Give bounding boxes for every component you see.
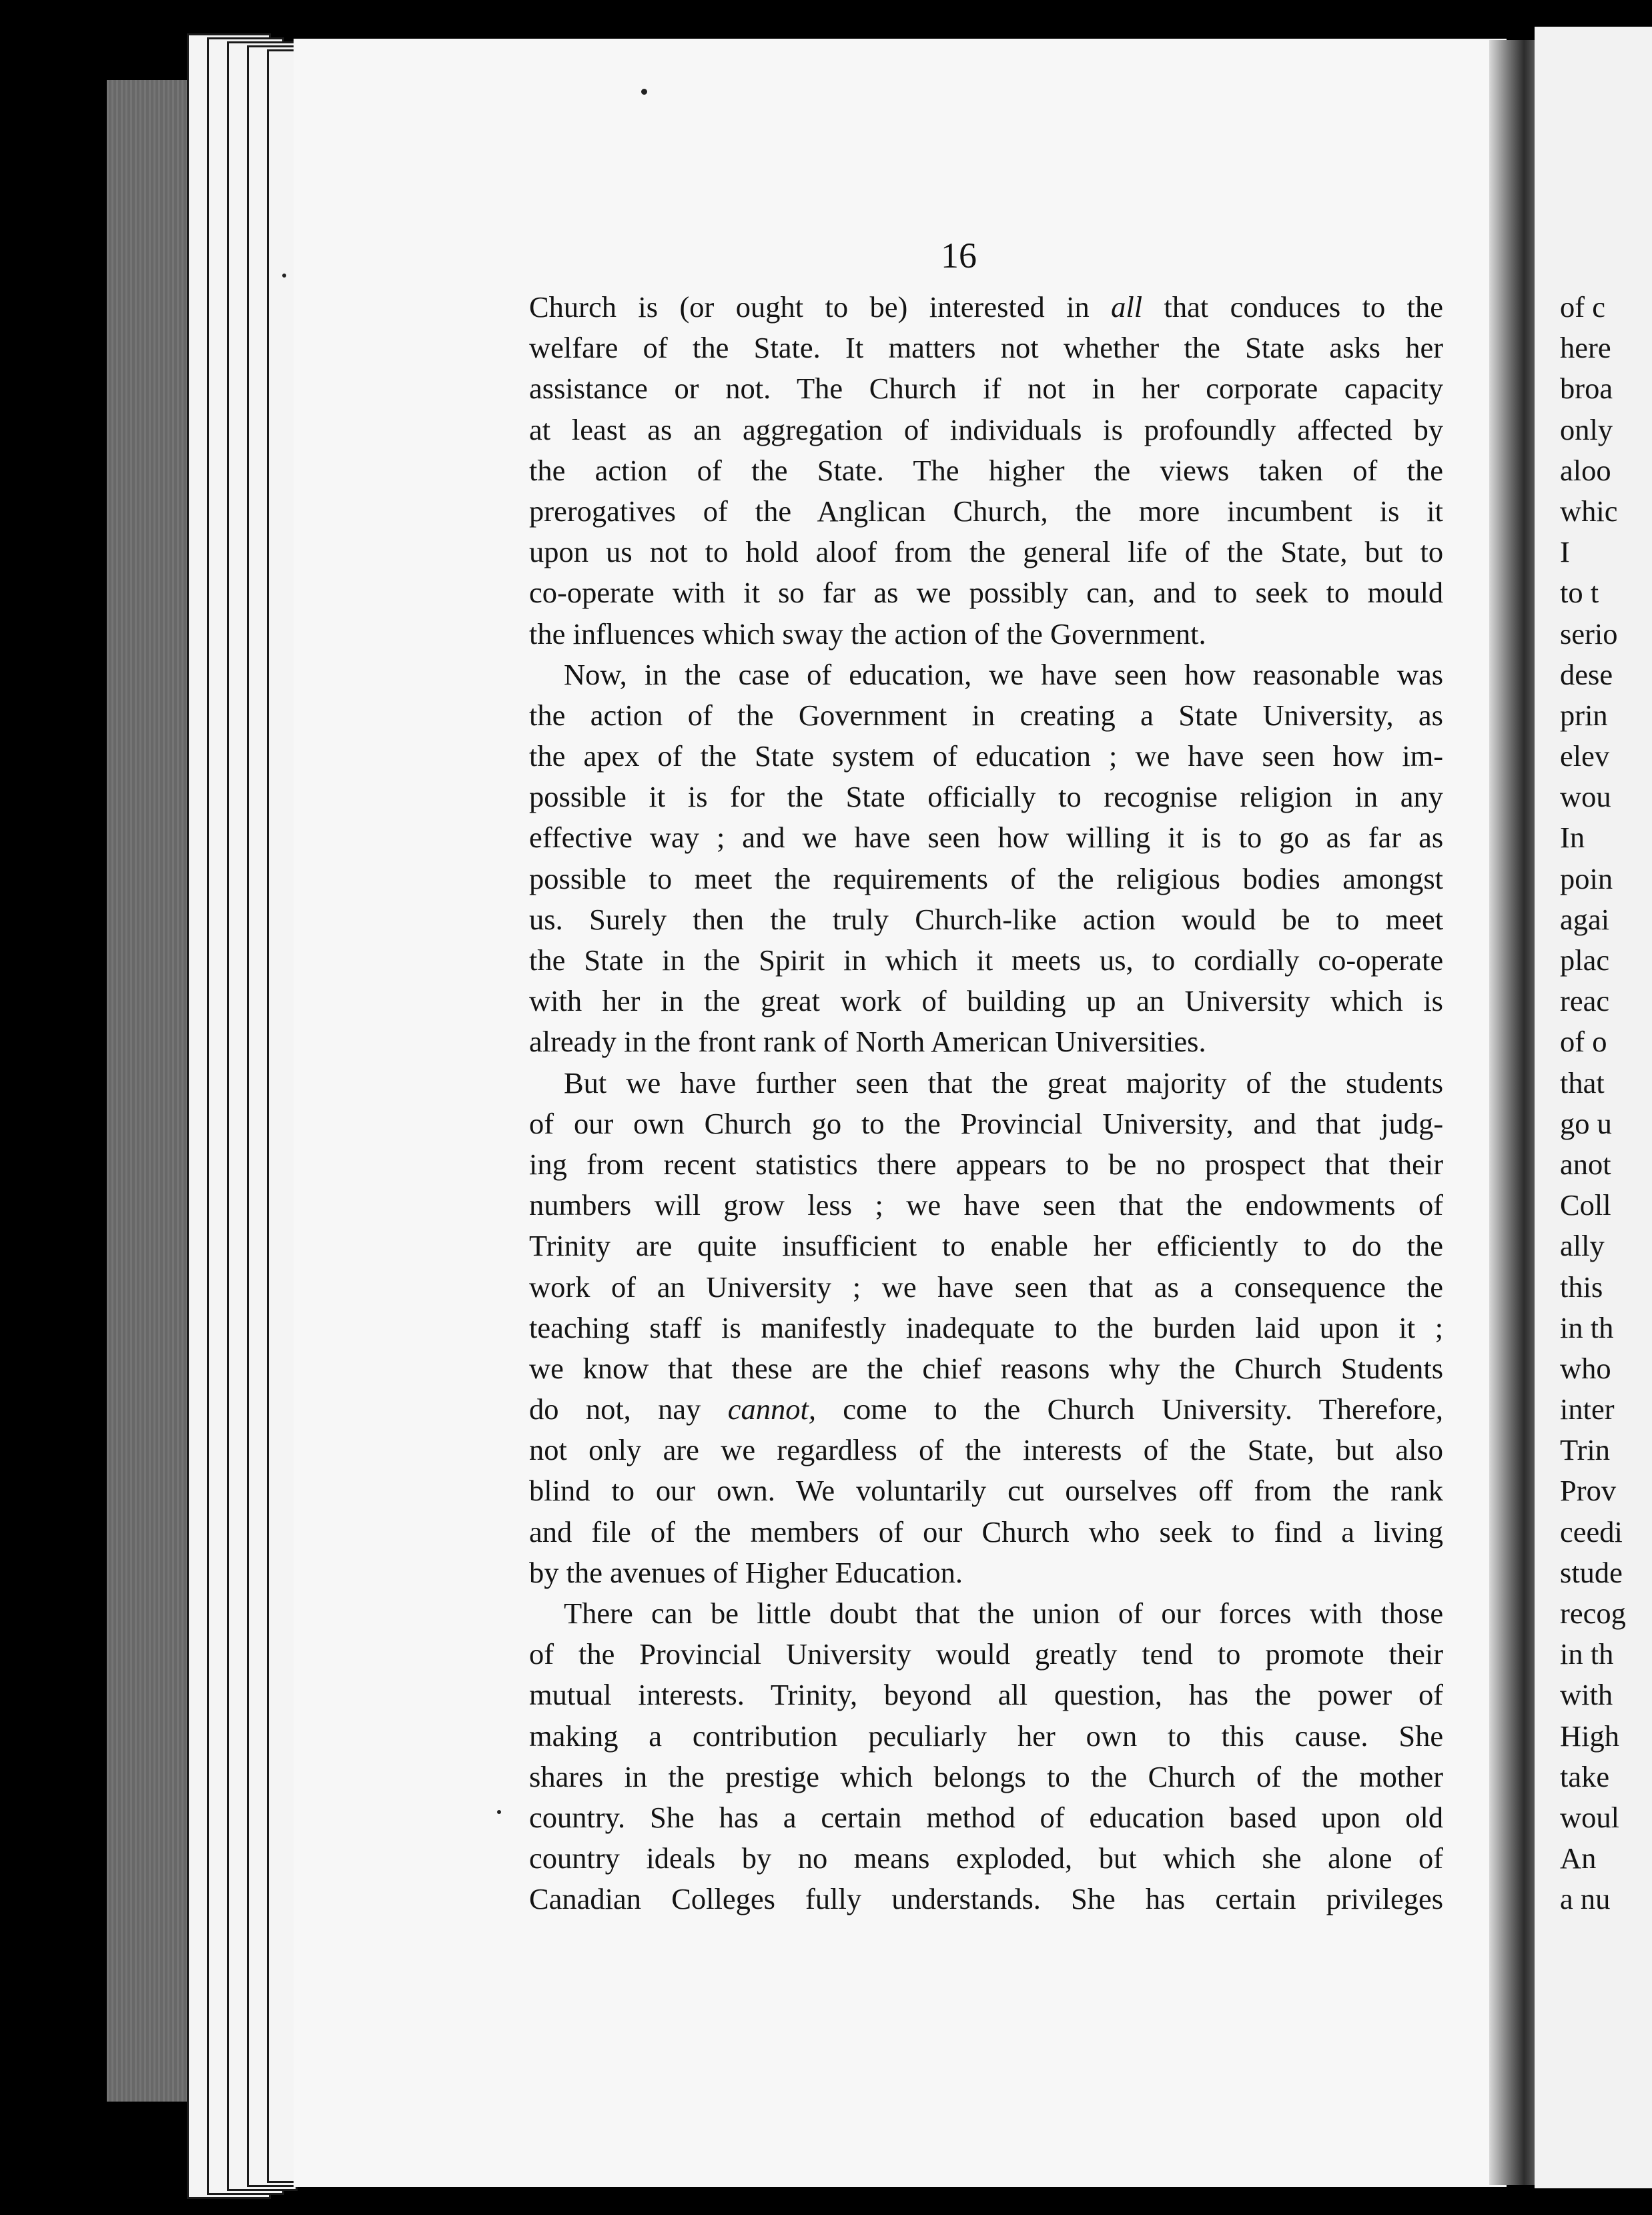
book-gutter bbox=[1489, 40, 1536, 2185]
text-line: welfare of the State. It matters not whether the State asks her bbox=[529, 331, 1443, 365]
facing-page-fragment: ceedi bbox=[1560, 1514, 1623, 1548]
text-line: already in the front rank of North American Universities. bbox=[529, 1025, 1206, 1059]
text-line: Trinity are quite insufficient to enable her efficiently to do the bbox=[529, 1229, 1443, 1263]
facing-page-fragment: in th bbox=[1560, 1637, 1614, 1671]
dust-speck bbox=[497, 1810, 501, 1814]
facing-page-fragment: here bbox=[1560, 331, 1611, 365]
facing-page-fragment: that bbox=[1560, 1065, 1605, 1099]
text-line: mutual interests. Trinity, beyond all question, has the power of bbox=[529, 1678, 1443, 1712]
text-line: possible to meet the requirements of the religious bodies amongst bbox=[529, 861, 1443, 895]
facing-page-text bbox=[1560, 287, 1652, 1920]
scan-background-strip bbox=[107, 80, 200, 2102]
text-line: ing from recent statistics there appears to be no prospect that their bbox=[529, 1147, 1443, 1181]
text-line: making a contribution peculiarly her own to this cause. She bbox=[529, 1719, 1443, 1753]
facing-page-fragment: wou bbox=[1560, 780, 1611, 814]
facing-page-fragment: prin bbox=[1560, 698, 1608, 732]
facing-page-fragment: woul bbox=[1560, 1800, 1619, 1834]
facing-page-fragment: whic bbox=[1560, 494, 1618, 528]
facing-page-fragment: of c bbox=[1560, 290, 1605, 324]
text-line: Now, in the case of education, we have seen how reasonable was bbox=[564, 657, 1443, 691]
facing-page-fragment: dese bbox=[1560, 657, 1613, 691]
facing-page-fragment: who bbox=[1560, 1351, 1611, 1385]
text-line: effective way ; and we have seen how willing it is to go as far as bbox=[529, 821, 1443, 855]
text-line: Church is (or ought to be) interested in all that conduces to the bbox=[529, 290, 1443, 324]
text-line: with her in the great work of building up an University which is bbox=[529, 984, 1443, 1018]
facing-page-fragment: plac bbox=[1560, 943, 1610, 977]
facing-page-fragment: in th bbox=[1560, 1310, 1614, 1344]
text-line: the State in the Spirit in which it meets us, to cordially co-operate bbox=[529, 943, 1443, 977]
text-line: of our own Church go to the Provincial University, and that judg- bbox=[529, 1106, 1443, 1140]
text-line: country ideals by no means exploded, but which she alone of bbox=[529, 1841, 1443, 1875]
facing-page-fragment: Coll bbox=[1560, 1188, 1611, 1222]
facing-page-fragment: recog bbox=[1560, 1597, 1626, 1630]
facing-page-fragment: aloo bbox=[1560, 453, 1611, 487]
text-line: numbers will grow less ; we have seen that the endowments of bbox=[529, 1188, 1443, 1222]
facing-page-fragment: serio bbox=[1560, 616, 1618, 650]
facing-page-fragment: to t bbox=[1560, 576, 1599, 610]
facing-page-fragment: I bbox=[1560, 535, 1570, 569]
facing-page-fragment: of o bbox=[1560, 1025, 1607, 1059]
text-line: the action of the Government in creating a State University, as bbox=[529, 698, 1443, 732]
facing-page-fragment: In bbox=[1560, 821, 1585, 855]
facing-page-fragment: this bbox=[1560, 1270, 1603, 1304]
text-line: work of an University ; we have seen that as a consequence the bbox=[529, 1270, 1443, 1304]
facing-page-fragment: stude bbox=[1560, 1555, 1623, 1589]
facing-page-fragment: High bbox=[1560, 1719, 1619, 1753]
text-line: There can be little doubt that the union of our forces with those bbox=[564, 1597, 1443, 1630]
facing-page-fragment: only bbox=[1560, 412, 1613, 446]
facing-page-fragment: broa bbox=[1560, 372, 1613, 406]
facing-page-fragment: take bbox=[1560, 1759, 1610, 1793]
text-line: possible it is for the State officially to recognise religion in any bbox=[529, 780, 1443, 814]
facing-page-fragment: ally bbox=[1560, 1229, 1605, 1263]
facing-page-fragment: elev bbox=[1560, 739, 1610, 773]
dust-speck bbox=[641, 89, 647, 95]
text-line: upon us not to hold aloof from the general life of the State, but to bbox=[529, 535, 1443, 569]
text-line: the action of the State. The higher the views taken of the bbox=[529, 453, 1443, 487]
facing-page-fragment: An bbox=[1560, 1841, 1597, 1875]
text-line: blind to our own. We voluntarily cut ourselves off from the rank bbox=[529, 1474, 1443, 1508]
text-line: and file of the members of our Church who seek to find a living bbox=[529, 1514, 1443, 1548]
text-line: of the Provincial University would greatly tend to promote their bbox=[529, 1637, 1443, 1671]
body-text bbox=[529, 287, 1443, 1920]
text-line: the influences which sway the action of the Government. bbox=[529, 616, 1206, 650]
text-line: prerogatives of the Anglican Church, the more incumbent is it bbox=[529, 494, 1443, 528]
text-line: assistance or not. The Church if not in her corporate capacity bbox=[529, 372, 1443, 406]
facing-page-fragment: poin bbox=[1560, 861, 1613, 895]
facing-page-fragment: inter bbox=[1560, 1392, 1615, 1426]
dust-speck bbox=[282, 274, 286, 278]
page-number: 16 bbox=[941, 236, 977, 276]
facing-page-fragment: a nu bbox=[1560, 1882, 1611, 1916]
facing-page-fragment: reac bbox=[1560, 984, 1610, 1018]
text-line: not only are we regardless of the interests of the State, but also bbox=[529, 1433, 1443, 1467]
text-line: the apex of the State system of education ; we have seen how im- bbox=[529, 739, 1443, 773]
text-line: by the avenues of Higher Education. bbox=[529, 1555, 963, 1589]
facing-page-fragment: anot bbox=[1560, 1147, 1611, 1181]
facing-page-fragment: Trin bbox=[1560, 1433, 1611, 1467]
text-line: shares in the prestige which belongs to the Church of the mother bbox=[529, 1759, 1443, 1793]
facing-page-fragment: with bbox=[1560, 1678, 1613, 1712]
facing-page-fragment: agai bbox=[1560, 902, 1610, 936]
scan-grain bbox=[107, 80, 200, 2102]
facing-page-fragment: Prov bbox=[1560, 1474, 1617, 1508]
text-line: do not, nay cannot, come to the Church University. Therefore, bbox=[529, 1392, 1443, 1426]
text-line: But we have further seen that the great majority of the students bbox=[564, 1065, 1443, 1099]
text-line: teaching staff is manifestly inadequate to the burden laid upon it ; bbox=[529, 1310, 1443, 1344]
text-line: at least as an aggregation of individuals is profoundly affected by bbox=[529, 412, 1443, 446]
text-line: us. Surely then the truly Church-like action would be to meet bbox=[529, 902, 1443, 936]
facing-page-fragment: go u bbox=[1560, 1106, 1612, 1140]
text-line: we know that these are the chief reasons why the Church Students bbox=[529, 1351, 1443, 1385]
text-line: co-operate with it so far as we possibly can, and to seek to mould bbox=[529, 576, 1443, 610]
text-line: country. She has a certain method of education based upon old bbox=[529, 1800, 1443, 1834]
text-line: Canadian Colleges fully understands. She has certain privileges bbox=[529, 1882, 1443, 1916]
